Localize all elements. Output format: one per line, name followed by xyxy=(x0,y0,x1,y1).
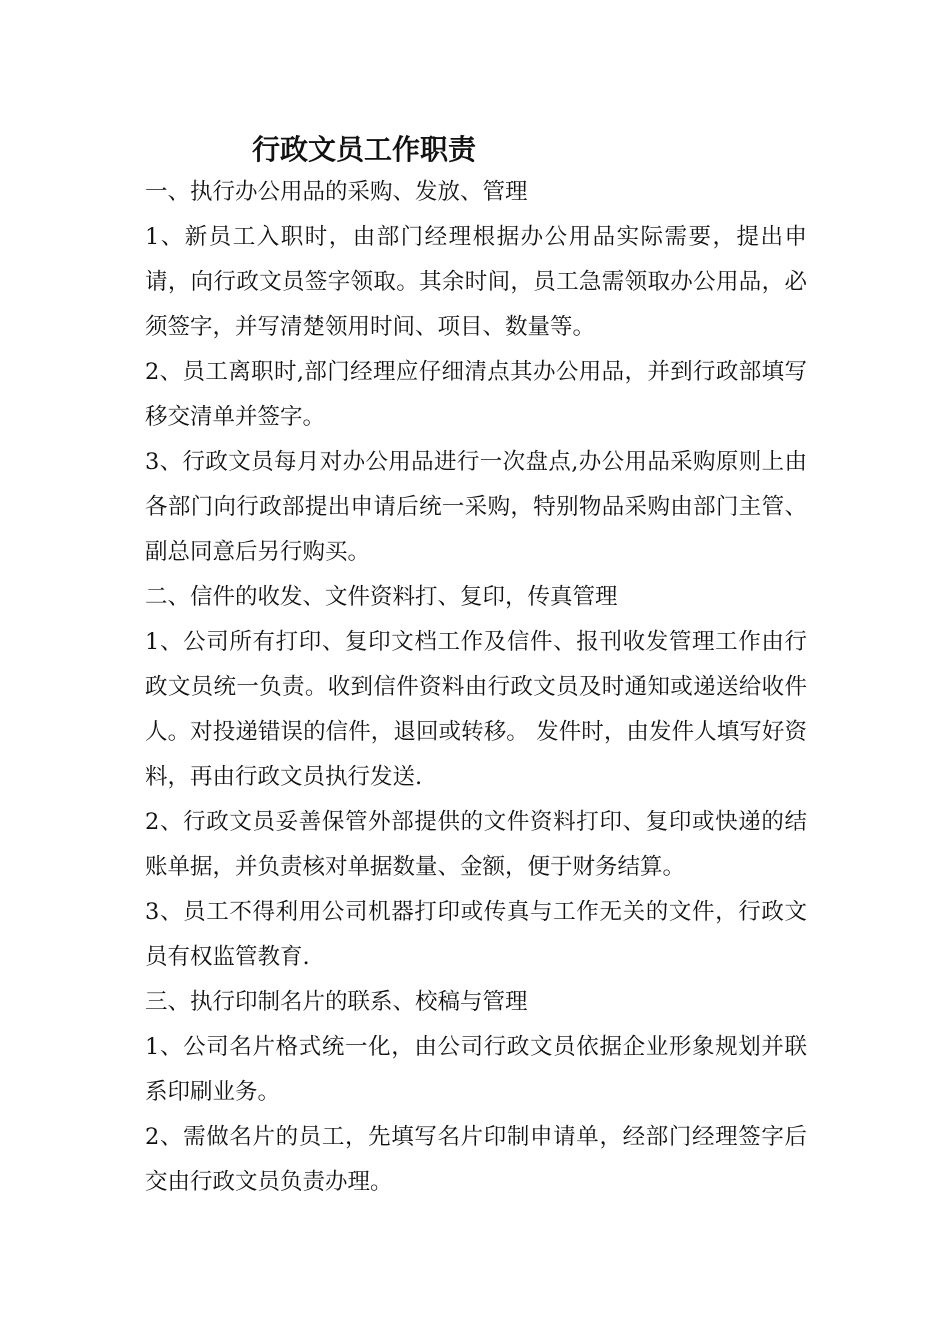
section-heading-3: 三、执行印制名片的联系、校稿与管理 xyxy=(145,989,528,1015)
paragraph-1-3: 3、行政文员每月对办公用品进行一次盘点,办公用品采购原则上由各部门向行政部提出申请后统一采购，特别物品采购由部门主管、副总同意后另行购买。 xyxy=(145,449,807,565)
document-title: 行政文员工作职责 xyxy=(252,133,477,166)
paragraph-3-1: 1、公司名片格式统一化，由公司行政文员依据企业形象规划并联系印刷业务。 xyxy=(145,1034,807,1105)
paragraph-1-2: 2、员工离职时,部门经理应仔细清点其办公用品，并到行政部填写移交清单并签字。 xyxy=(145,359,807,430)
paragraph-2-1: 1、公司所有打印、复印文档工作及信件、报刊收发管理工作由行政文员统一负责。收到信件资料由行政文员及时通知或递送给收件人。对投递错误的信件，退回或转移。 发件时，由发件人填写好资料，再由行政文员执行发送. xyxy=(145,629,807,790)
paragraph-2-3: 3、员工不得利用公司机器打印或传真与工作无关的文件，行政文员有权监管教育. xyxy=(145,899,807,970)
paragraph-2-2: 2、行政文员妥善保管外部提供的文件资料打印、复印或快递的结账单据，并负责核对单据数量、金额，便于财务结算。 xyxy=(145,809,807,880)
document-body xyxy=(145,170,807,1205)
section-heading-2: 二、信件的收发、文件资料打、复印，传真管理 xyxy=(145,584,618,610)
paragraph-3-2: 2、需做名片的员工，先填写名片印制申请单，经部门经理签字后交由行政文员负责办理。 xyxy=(145,1124,807,1195)
section-heading-1: 一、执行办公用品的采购、发放、管理 xyxy=(145,179,528,205)
paragraph-1-1: 1、新员工入职时，由部门经理根据办公用品实际需要，提出申请，向行政文员签字领取。其余时间，员工急需领取办公用品，必须签字，并写清楚领用时间、项目、数量等。 xyxy=(145,224,807,340)
